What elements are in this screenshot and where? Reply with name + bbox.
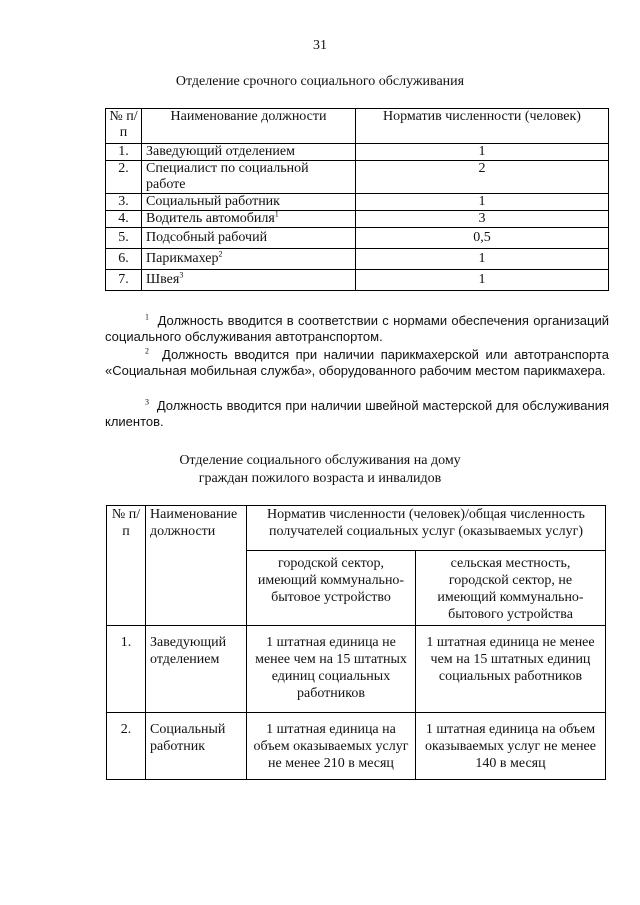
table-row: [106, 249, 609, 270]
header-urban: городской сектор, имеющий коммунально-бытовое устройство: [247, 551, 416, 626]
row-num: 4.: [106, 211, 142, 228]
row-position: [142, 211, 356, 228]
row-norm: 1: [356, 249, 609, 270]
staffing-table-home-service: [106, 505, 606, 780]
row-norm: 0,5: [356, 228, 609, 249]
table-row: [106, 270, 609, 291]
row-num: 1.: [107, 626, 146, 713]
row-rural: 1 штатная единица на объем оказываемых услуг не менее 140 в месяц: [416, 713, 606, 780]
row-position: Заведующий отделением: [146, 626, 247, 713]
section2-title-line2: граждан пожилого возраста и инвалидов: [198, 471, 442, 486]
row-position-text: Швея: [146, 272, 180, 287]
footnote-mark: 1: [274, 209, 279, 219]
row-num: 5.: [106, 228, 142, 249]
row-norm: 1: [356, 144, 609, 161]
footnote-mark: 1: [145, 312, 149, 322]
row-position: Специалист по социальной работе: [142, 161, 356, 194]
row-position: Заведующий отделением: [142, 144, 356, 161]
row-num: 6.: [106, 249, 142, 270]
section1-title: Отделение срочного социального обслуживания: [175, 74, 465, 89]
table-row: [106, 144, 609, 161]
staffing-table-urgent: [105, 108, 609, 291]
row-position: Подсобный рабочий: [142, 228, 356, 249]
row-norm: 3: [356, 211, 609, 228]
table-row: [106, 228, 609, 249]
header-norm: Норматив численности (человек)/общая численность получателей социальных услуг (оказываемых услуг): [247, 506, 606, 551]
footnote-3: [105, 398, 609, 430]
footnote-text: Должность вводится при наличии парикмахерской или автотранспорта «Социальная мобильная служба», оборудованного рабочим местом парикмахера.: [105, 347, 609, 378]
footnote-mark: 3: [179, 270, 184, 280]
row-norm: 2: [356, 161, 609, 194]
row-rural: 1 штатная единица не менее чем на 15 штатных единиц социальных работников: [416, 626, 606, 713]
section2-title-line1: Отделение социального обслуживания на дому: [179, 453, 461, 468]
footnote-2: [105, 347, 609, 379]
table-row: [107, 713, 606, 780]
row-position: [142, 270, 356, 291]
row-norm: 1: [356, 194, 609, 211]
table-row: [106, 161, 609, 194]
row-position: Социальный работник: [146, 713, 247, 780]
footnote-mark: 2: [145, 346, 149, 356]
section2-title: [0, 452, 640, 488]
footnote-mark: 3: [145, 397, 149, 407]
page-number: 31: [313, 38, 327, 53]
header-rural: сельская местность, городской сектор, не имеющий коммунально-бытового устройства: [416, 551, 606, 626]
table-row: [106, 194, 609, 211]
row-num: 3.: [106, 194, 142, 211]
footnote-1: [105, 313, 609, 345]
table-row: [106, 211, 609, 228]
header-position: Наименование должности: [146, 506, 247, 626]
row-urban: 1 штатная единица на объем оказываемых услуг не менее 210 в месяц: [247, 713, 416, 780]
row-position: [142, 249, 356, 270]
row-urban: 1 штатная единица не менее чем на 15 штатных единиц социальных работников: [247, 626, 416, 713]
row-position: Социальный работник: [142, 194, 356, 211]
row-num: 1.: [106, 144, 142, 161]
footnote-text: Должность вводится в соответствии с нормами обеспечения организаций социального обслуживания автотранспортом.: [105, 313, 609, 344]
row-position-text: Парикмахер: [146, 251, 219, 266]
row-num: 7.: [106, 270, 142, 291]
footnote-text: Должность вводится при наличии швейной мастерской для обслуживания клиентов.: [105, 398, 609, 429]
row-num: 2.: [107, 713, 146, 780]
table-header-row: [106, 109, 609, 144]
header-norm: Норматив численности (человек): [356, 109, 609, 144]
row-num: 2.: [106, 161, 142, 194]
header-num: № п/п: [107, 506, 146, 626]
row-norm: 1: [356, 270, 609, 291]
header-num: № п/п: [106, 109, 142, 144]
table-header-row: [107, 506, 606, 551]
header-position: Наименование должности: [142, 109, 356, 144]
row-position-text: Водитель автомобиля: [146, 211, 275, 226]
footnote-mark: 2: [218, 249, 223, 259]
table-row: [107, 626, 606, 713]
